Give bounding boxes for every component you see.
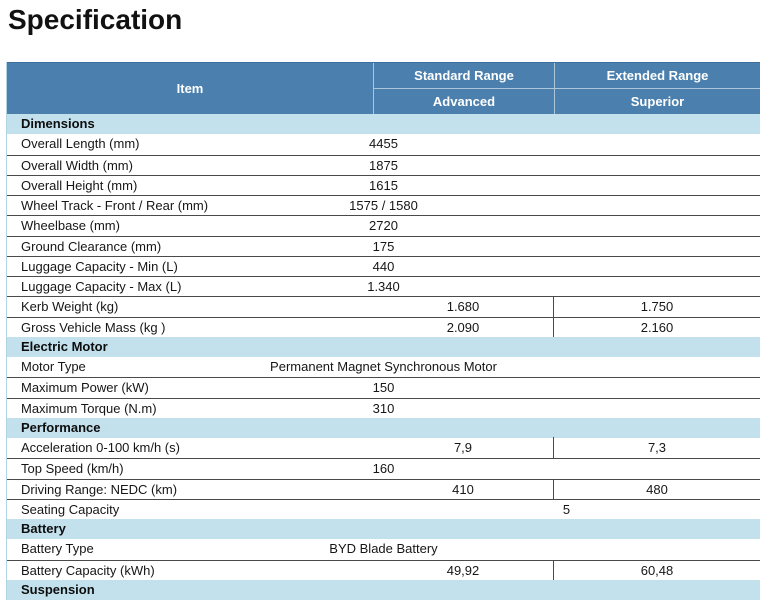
item-label: Wheel Track - Front / Rear (mm) [21, 198, 209, 213]
table-body [7, 114, 760, 600]
spec-row [7, 195, 760, 215]
item-label: Driving Range: NEDC (km) [21, 481, 178, 497]
value-extended: 2.160 [640, 319, 674, 335]
item-label: Gross Vehicle Mass (kg ) [21, 319, 166, 335]
section-label: Performance [21, 419, 101, 435]
section-label: Battery [21, 521, 66, 536]
spec-row [7, 560, 760, 580]
header-item-label: Item [176, 81, 204, 96]
value-merged: 1575 / 1580 [349, 198, 418, 213]
section-header [7, 519, 760, 539]
header-range-columns [373, 63, 760, 114]
spec-row [7, 357, 760, 377]
value-merged: 440 [372, 258, 395, 274]
item-label: Overall Height (mm) [21, 177, 138, 193]
spec-row [7, 317, 760, 337]
page-title: Specification [8, 4, 183, 35]
value-extended: 480 [646, 481, 668, 497]
value-extended: 1.750 [640, 299, 674, 315]
section-label: Electric Motor [21, 338, 108, 354]
value-merged: 1875 [369, 157, 398, 173]
header-trim-row [374, 89, 760, 114]
section-header [7, 418, 760, 438]
item-label: Battery Capacity (kWh) [21, 562, 155, 578]
item-label: Overall Length (mm) [21, 136, 140, 152]
value-merged: 2720 [369, 218, 398, 234]
item-label: Acceleration 0-100 km/h (s) [21, 440, 180, 455]
spec-row [7, 134, 760, 154]
header-range-row [374, 63, 760, 89]
spec-row [7, 215, 760, 235]
section-header [7, 337, 760, 357]
table-header [7, 62, 760, 114]
column-divider [553, 296, 554, 316]
column-divider [553, 560, 554, 580]
section-header [7, 114, 760, 134]
spec-row [7, 438, 760, 458]
spec-row [7, 458, 760, 478]
value-merged: BYD Blade Battery [329, 541, 438, 557]
item-label: Wheelbase (mm) [21, 218, 120, 234]
spec-row [7, 499, 760, 519]
spec-row [7, 276, 760, 296]
value-standard: 410 [452, 481, 474, 497]
spec-row [7, 155, 760, 175]
section-label: Dimensions [21, 116, 95, 131]
header-col-extended-range: Extended Range [554, 63, 760, 88]
spec-table [6, 62, 760, 600]
item-label: Kerb Weight (kg) [21, 299, 119, 315]
item-label: Ground Clearance (mm) [21, 238, 162, 254]
value-merged: 310 [372, 400, 395, 416]
value-merged: 150 [372, 380, 395, 396]
section-label: Suspension [21, 581, 95, 597]
item-label: Maximum Torque (N.m) [21, 400, 157, 416]
header-col-standard-range: Standard Range [414, 67, 514, 83]
spec-row [7, 479, 760, 499]
column-divider [553, 479, 554, 499]
spec-row [7, 296, 760, 316]
spec-row [7, 398, 760, 418]
section-header [7, 580, 760, 600]
header-item-cell [7, 63, 373, 114]
value-standard: 2.090 [446, 319, 480, 335]
item-label: Maximum Power (kW) [21, 380, 149, 396]
spec-row [7, 539, 760, 559]
item-label: Seating Capacity [21, 501, 120, 517]
spec-row [7, 256, 760, 276]
value-merged: 5 [562, 501, 571, 517]
value-extended: 60,48 [640, 562, 674, 578]
item-label: Luggage Capacity - Max (L) [21, 279, 182, 294]
value-merged: 175 [372, 238, 395, 254]
value-merged: Permanent Magnet Synchronous Motor [270, 359, 497, 374]
value-standard: 1.680 [446, 299, 480, 315]
item-label: Top Speed (km/h) [21, 461, 124, 477]
value-merged: 160 [372, 461, 395, 477]
item-label: Motor Type [21, 359, 86, 374]
header-trim-superior: Superior [554, 89, 760, 114]
header-trim-advanced: Advanced [432, 93, 496, 109]
value-standard: 49,92 [446, 562, 480, 578]
item-label: Overall Width (mm) [21, 157, 133, 173]
item-label: Battery Type [21, 541, 94, 557]
column-divider [553, 437, 554, 458]
column-divider [553, 317, 554, 337]
spec-row [7, 236, 760, 256]
item-label: Luggage Capacity - Min (L) [21, 258, 178, 274]
value-extended: 7,3 [647, 440, 667, 455]
value-merged: 1.340 [367, 279, 400, 294]
value-merged: 4455 [369, 136, 398, 152]
value-standard: 7,9 [453, 440, 473, 455]
spec-row [7, 377, 760, 397]
spec-row [7, 175, 760, 195]
value-merged: 1615 [369, 177, 398, 193]
